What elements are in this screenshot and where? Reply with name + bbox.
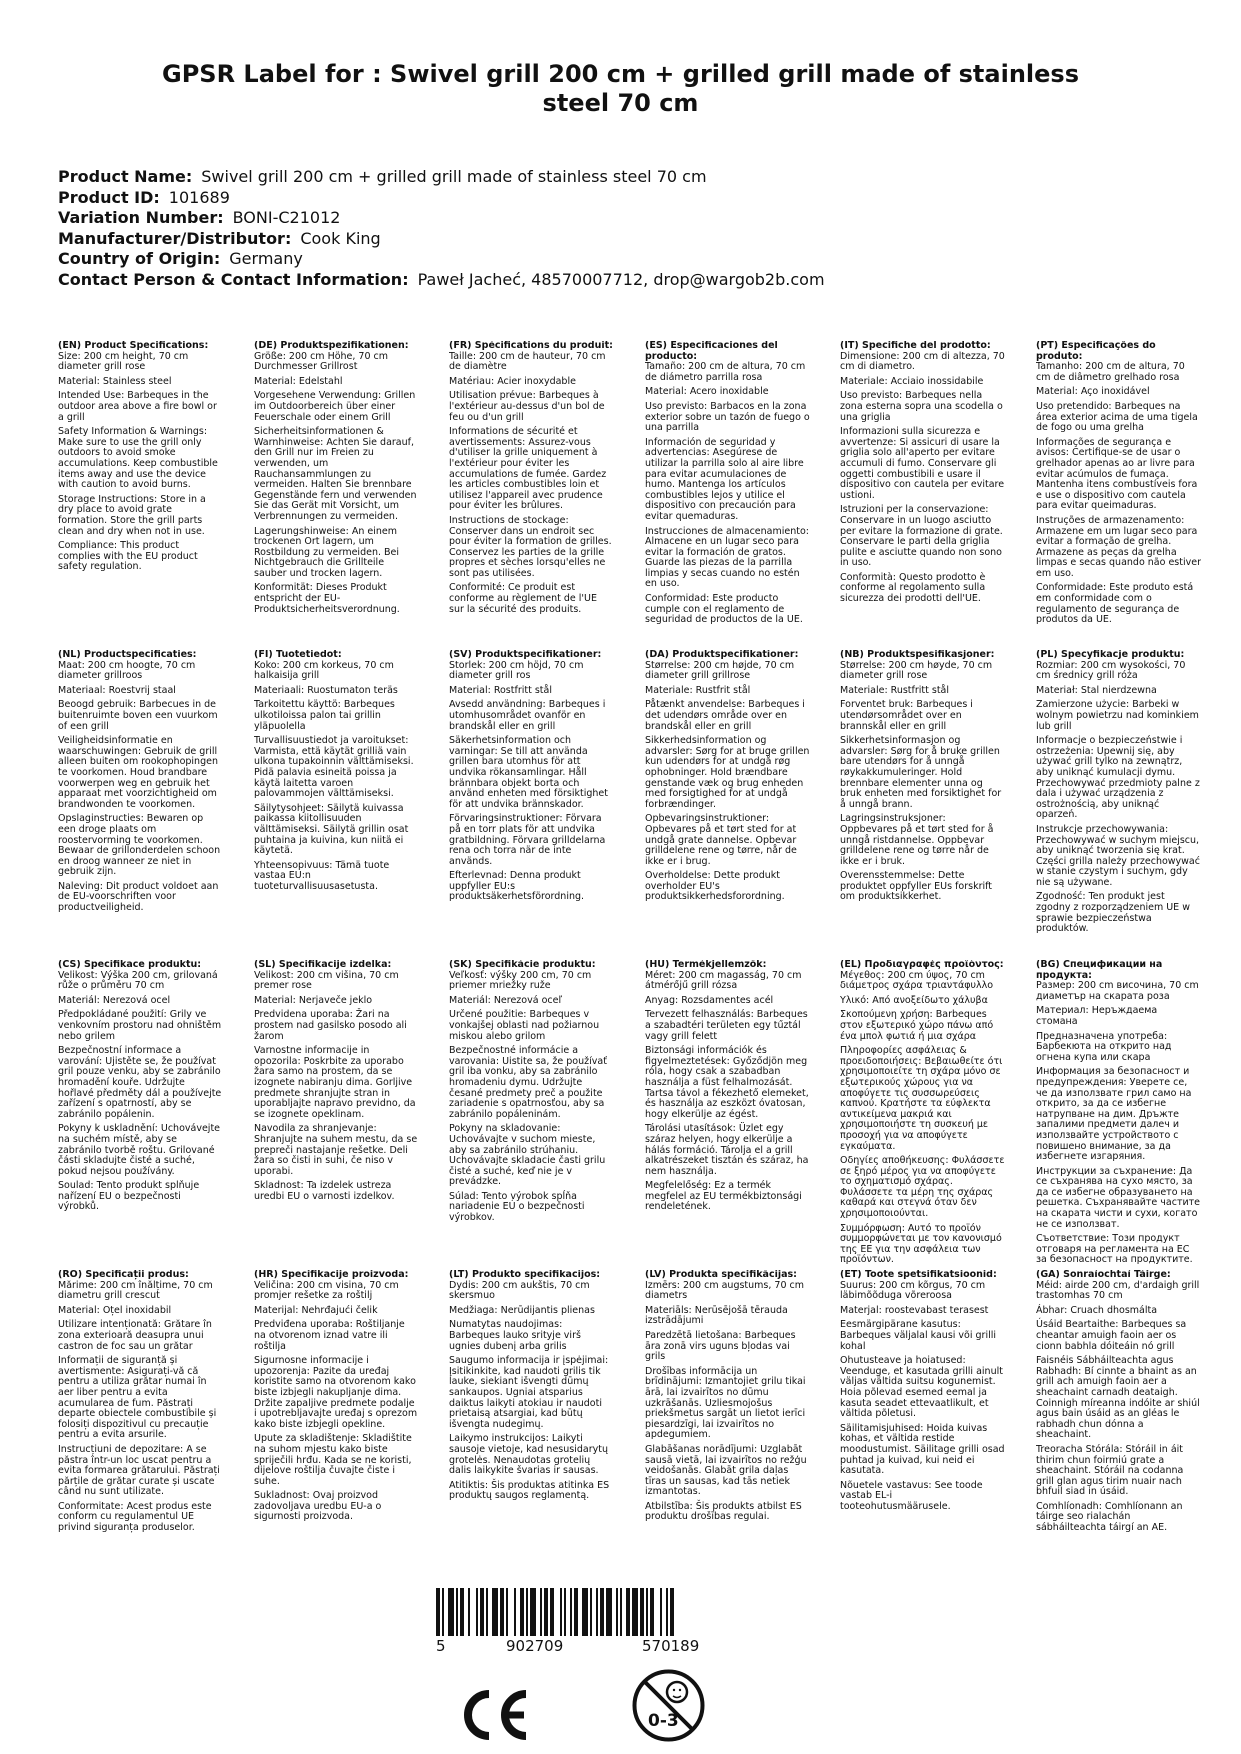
barcode-bar: [646, 1588, 648, 1636]
spec-paragraph: Avsedd användning: Barbeques i utomhusområdet ovanför en brandskål eller en grill: [449, 699, 606, 732]
spec-paragraph: Varnostne informacije in opozorila: Poskrbite za uporabo žara samo na prostem, da se izognete nabiranju dima. Gorljive predmete shranjujte stran in uporabljajte napravo previdno, da se izognete opeklinam.: [254, 1045, 416, 1120]
spec-header: (NB) Produktspesifikasjoner:: [840, 650, 995, 660]
spec-paragraph: Instrucciones de almacenamiento: Almacene en un lugar seco para evitar la formación de gratos. Guarde las piezas de la parrilla limpias y secas cuando no estén en uso.: [645, 525, 809, 590]
spec-paragraph: Koko: 200 cm korkeus, 70 cm halkaisija grill: [254, 659, 394, 682]
barcode-bar: [616, 1588, 618, 1636]
info-value: Swivel grill 200 cm + grilled grill made of stainless steel 70 cm: [201, 167, 707, 186]
spec-paragraph: Материал: Неръждаема стомана: [1036, 1005, 1158, 1027]
spec-paragraph: Predvidena uporaba: Žari na prostem nad gasilsko posodo ali žarom: [254, 1009, 407, 1042]
spec-paragraph: Material: Rostfritt stål: [449, 684, 552, 696]
barcode-bar: [456, 1588, 458, 1636]
spec-paragraph: Opslaginstructies: Bewaren op een droge plaats om roostervorming te voorkomen. Bewaar de grillonderdelen schoon en droog wanneer ze niet in gebruik zijn.: [58, 813, 221, 878]
spec-block: [840, 650, 1005, 907]
spec-paragraph: Informazioni sulla sicurezza e avvertenze: Si assicuri di usare la griglia solo all'aperto per evitare accumuli di fumo. Conservare gli oggetti combustibili e usare il dispositivo con cautela per evitare ustioni.: [840, 426, 1005, 501]
barcode-bar: [574, 1588, 578, 1636]
spec-paragraph: Izmērs: 200 cm augstums, 70 cm diametrs: [645, 1279, 805, 1302]
spec-paragraph: Conformité: Ce produit est conforme au règlement de l'UE sur la sécurité des produits.: [449, 582, 597, 615]
spec-paragraph: Material: Edelstahl: [254, 375, 343, 387]
spec-paragraph: Drošības informācija un brīdinājumi: Izmantojiet grilu tikai ārā, lai izvairītos no dūmu uzkrāšanās. Uzliesmojošus priekšmetus sargāt un lietot ierīci piesardzīgi, lai izvairītos no apdegumiem.: [645, 1365, 806, 1441]
spec-header: (NL) Productspecificaties:: [58, 650, 197, 660]
barcode-bar: [670, 1588, 674, 1636]
spec-paragraph: Bezpečnostní informace a varování: Ujistěte se, že používat gril pouze venku, aby se zabránilo hromadění kouře. Udržujte hořlavé předměty dál a používejte zařízení s opatrností, aby se zabránilo popálenin.: [58, 1045, 222, 1120]
spec-paragraph: Storage Instructions: Store in a dry place to avoid grate formation. Store the grill parts clean and dry when not in use.: [58, 493, 206, 537]
spec-paragraph: Soulad: Tento produkt splňuje nařízení EU o bezpečnosti výrobků.: [58, 1180, 200, 1213]
spec-header: (SK) Špecifikácie produktu:: [449, 960, 596, 970]
spec-paragraph: Opbevaringsinstruktioner: Opbevares på et tørt sted for at undgå grate dannelse. Opbevar grilldelene rene og tørre, når de ikke er i brug.: [645, 813, 797, 867]
spec-block: [645, 960, 810, 1217]
barcode-bar: [626, 1588, 630, 1636]
age-label: 0-3: [648, 1711, 679, 1731]
spec-paragraph: Materiaali: Ruostumaton teräs: [254, 684, 398, 696]
spec-paragraph: Tarkoitettu käyttö: Barbeques ulkotiloissa palon tai grillin yläpuolella: [254, 699, 395, 732]
spec-block: [840, 341, 1005, 609]
spec-paragraph: Materiale: Rustfrit stål: [645, 684, 751, 696]
barcode-bar: [582, 1588, 588, 1636]
spec-paragraph: Säkerhetsinformation och varningar: Se till att använda grillen bara utomhus för att undvika rökansamlingar. Håll brännbara objekt borta och använd enheten med försiktighet för att undvika brännskador.: [449, 735, 608, 810]
barcode-group-2: 570189: [642, 1637, 700, 1655]
barcode: [436, 1588, 739, 1636]
spec-paragraph: Naleving: Dit product voldoet aan de EU-voorschriften voor productveiligheid.: [58, 880, 219, 914]
spec-paragraph: Materjal: roostevabast terasest: [840, 1304, 989, 1316]
spec-block: [58, 1270, 223, 1538]
spec-block: [58, 960, 223, 1217]
spec-header: (CS) Specifikace produktu:: [58, 960, 202, 970]
spec-paragraph: Veiligheidsinformatie en waarschuwingen: Gebruik de grill alleen buiten om rookophopingen te voorkomen. Houd brandbare voorwerpen weg en gebruik het apparaat met voorzichtigheid om brandwonden te voorkomen.: [58, 735, 218, 810]
spec-paragraph: Σκοπούμενη χρήση: Barbeques στον εξωτερικό χώρο πάνω από ένα μπολ φωτιά ή μια σχάρα: [840, 1009, 994, 1042]
spec-header: (RO) Specificații produs:: [58, 1270, 189, 1280]
spec-paragraph: Съответствие: Този продукт отговаря на регламента на ЕС за безопасност на продуктите.: [1036, 1233, 1193, 1266]
spec-block: [1036, 341, 1201, 630]
spec-paragraph: Υλικό: Από ανοξείδωτο χάλυβα: [840, 994, 988, 1006]
barcode-bar: [666, 1588, 668, 1636]
spec-paragraph: Materiaal: Roestvrij staal: [58, 684, 176, 696]
spec-paragraph: Konformität: Dieses Produkt entspricht der EU-Produktsicherheitsverordnung.: [254, 582, 400, 615]
spec-paragraph: Material: Nerjaveče jeklo: [254, 994, 373, 1006]
spec-paragraph: Atitiktis: Šis produktas atitinka ES produktų saugos reglamentą.: [449, 1479, 610, 1502]
spec-paragraph: Pokyny na skladovanie: Uchovávajte v suchom mieste, aby sa zabránilo strúhaniu. Uchovávajte skladacie časti grilu čisté a suché, keď nie je v prevádzke.: [449, 1123, 606, 1188]
spec-paragraph: Úsáid Beartaithe: Barbeques sa cheantar amuigh faoin aer os cionn babhla dóiteáin nó grill: [1036, 1319, 1187, 1352]
spec-header: (BG) Спецификации на продукта:: [1036, 960, 1163, 981]
spec-paragraph: Material: Oțel inoxidabil: [58, 1304, 172, 1316]
contact-row: [58, 270, 1198, 291]
barcode-bar: [530, 1588, 536, 1636]
barcode-bar: [448, 1588, 454, 1636]
spec-paragraph: Lagringsinstruksjoner: Oppbevares på et tørt sted for å unngå ristdannelse. Oppbevar grilldelene rene og tørre når de ikke er i bruk.: [840, 813, 994, 867]
spec-paragraph: Förvaringsinstruktioner: Förvara på en torr plats för att undvika gratbildning. Förvara grilldelarna rena och torra när de inte används.: [449, 813, 606, 867]
spec-block: [449, 341, 614, 619]
spec-paragraph: Bezpečnostné informácie a varovania: Uistite sa, že používať gril iba vonku, aby sa zabránilo hromadeniu dymu. Udržujte česané predmety preč a použite zariadenie s opatrnosťou, aby sa zabránilo popáleninám.: [449, 1045, 607, 1120]
spec-paragraph: Overholdelse: Dette produkt overholder EU's produktsikkerhedsforordning.: [645, 870, 785, 903]
spec-paragraph: Forventet bruk: Barbeques i utendørsområdet over en brannskål eller en grill: [840, 699, 973, 732]
spec-paragraph: Material: Aço inoxidável: [1036, 386, 1150, 398]
spec-paragraph: Utilisation prévue: Barbeques à l'extérieur au-dessus d'un bol de feu ou d'un grill: [449, 390, 605, 423]
spec-paragraph: Συμμόρφωση: Αυτό το προϊόν συμμορφώνεται με τον κανονισμό της ΕΕ για την ασφάλεια των προϊόντων.: [840, 1222, 1002, 1266]
spec-paragraph: Sikkerhetsinformasjon og advarsler: Sørg for å bruke grillen bare utendørs for å unngå røykakkumuleringer. Hold brennbare elementer unna og bruk enheten med forsiktighet for å unngå brann.: [840, 735, 1002, 810]
spec-paragraph: Beoogd gebruik: Barbecues in de buitenruimte boven een vuurkom of een grill: [58, 699, 218, 732]
spec-header: (PT) Especificações do produto:: [1036, 341, 1156, 362]
spec-block: [254, 960, 419, 1206]
spec-paragraph: Safety Information & Warnings: Make sure to use the grill only outdoors to avoid smoke accumulations. Keep combustible items away and use the device with caution to avoid burns.: [58, 426, 218, 491]
spec-paragraph: Πληροφορίες ασφάλειας & προειδοποιήσεις: Βεβαιωθείτε ότι χρησιμοποιείτε τη σχάρα μόνο σε εξωτερικούς χώρους για να αποφύγετε τις συσσωρεύσεις καπνού. Κρατήστε τα εύφλεκτα αντικείμενα μακριά και χρησιμοποιήστε τη συσκευή με προσοχή για να αποφύγετε εγκαύματα.: [840, 1045, 1003, 1152]
spec-block: [645, 341, 810, 630]
spec-paragraph: Súlad: Tento výrobok spĺňa nariadenie EÚ o bezpečnosti výrobkov.: [449, 1190, 585, 1224]
barcode-bar: [506, 1588, 508, 1636]
barcode-bar: [492, 1588, 498, 1636]
spec-paragraph: Instrukcje przechowywania: Przechowywać w suchym miejscu, aby uniknąć tworzenia się krat. Części grilla należy przechowywać w stanie czystym i suchym, gdy nie są używane.: [1036, 823, 1200, 888]
spec-paragraph: Materijal: Nehrđajući čelik: [254, 1304, 378, 1316]
barcode-bar: [590, 1588, 592, 1636]
spec-paragraph: Conformidade: Este produto está em conformidade com o regulamento de segurança de produtos da UE.: [1036, 582, 1194, 626]
spec-block: [645, 1270, 810, 1527]
barcode-bar: [486, 1588, 488, 1636]
spec-paragraph: Инструкции за съхранение: Да се съхранява на сухо място, за да се избегне образуването на решетка. Съхранявайте частите на скарата чисти и сухи, когато не се използват.: [1036, 1165, 1201, 1230]
barcode-bar: [544, 1588, 548, 1636]
info-value: Cook King: [300, 228, 381, 248]
info-label: Product ID:: [58, 187, 160, 207]
manufacturer-row: [58, 229, 1198, 250]
spec-paragraph: Instruções de armazenamento: Armazene em um lugar seco para evitar a formação de grelha. Armazene as peças da grelha limpas e secas quando não estiver em uso.: [1036, 514, 1201, 579]
spec-paragraph: Materiał: Stal nierdzewna: [1036, 684, 1157, 696]
info-value: 101689: [168, 187, 230, 207]
spec-paragraph: Istruzioni per la conservazione: Conservare in un luogo asciutto per evitare la formazione di grate. Conservare le parti della griglia pulite e asciutte quando non sono in uso.: [840, 504, 1003, 569]
spec-paragraph: Materiál: Nerezová ocel: [58, 994, 171, 1006]
spec-paragraph: Størrelse: 200 cm høyde, 70 cm diameter grill rose: [840, 659, 993, 682]
spec-header: (IT) Specifiche del prodotto:: [840, 341, 991, 351]
spec-paragraph: Größe: 200 cm Höhe, 70 cm Durchmesser Grillrost: [254, 350, 389, 373]
spec-paragraph: Turvallisuustiedot ja varoitukset: Varmista, että käytät grilliä vain ulkona tupakoinnin välttämiseksi. Pidä palavia esineitä poissa ja käytä laitetta varoen palovammojen välttämiseksi.: [254, 735, 414, 800]
spec-block: [449, 1270, 614, 1506]
spec-paragraph: Zgodność: Ten produkt jest zgodny z rozporządzeniem UE w sprawie bezpieczeństwa produktów.: [1036, 891, 1190, 935]
barcode-bar: [660, 1588, 662, 1636]
spec-paragraph: Taille: 200 cm de hauteur, 70 cm de diamètre: [449, 350, 606, 373]
barcode-bar: [600, 1588, 604, 1636]
country-row: [58, 249, 1198, 270]
barcode-bar: [442, 1588, 444, 1636]
spec-paragraph: Tárolási utasítások: Üzlet egy száraz helyen, hogy elkerülje a hálás formáció. Tárolja el a grill alkatrészeket tisztán és száraz, ha nem használja.: [645, 1123, 809, 1177]
spec-paragraph: Rozmiar: 200 cm wysokości, 70 cm średnicy grill róża: [1036, 659, 1186, 682]
spec-paragraph: Størrelse: 200 cm højde, 70 cm diameter grill grillrose: [645, 659, 795, 682]
spec-paragraph: Información de seguridad y advertencias: Asegúrese de utilizar la parrilla solo al aire libre para evitar acumulaciones de humo. Mantenga los artículos combustibles lejos y utilice el dispositivo con precaución para evitar quemaduras.: [645, 436, 804, 522]
spec-paragraph: Medžiaga: Nerūdijantis plienas: [449, 1304, 595, 1316]
spec-paragraph: Информация за безопасност и предупреждения: Уверете се, че да използвате грил само на открито, за да се избегне натрупване на дим. Дръжте запалими предмети далеч и използвайте устройството с повишено внимание, за да избегнете изгаряния.: [1036, 1066, 1192, 1163]
info-label: Contact Person & Contact Information:: [58, 269, 409, 289]
spec-paragraph: Anyag: Rozsdamentes acél: [645, 994, 774, 1006]
spec-paragraph: Size: 200 cm height, 70 cm diameter grill rose: [58, 350, 189, 373]
spec-header: (LV) Produkta specifikācijas:: [645, 1270, 797, 1280]
spec-paragraph: Saugumo informacija ir įspėjimai: Įsitikinkite, kad naudoti grilis tik lauke, siekiant išvengti dūmų sankaupos. Ugniai atsparius daiktus laikyti atokiau ir naudoti prietaisą atsargiai, kad būtų išvengta nudegimų.: [449, 1355, 609, 1430]
spec-paragraph: Yhteensopivuus: Tämä tuote vastaa EU:n tuoteturvallisuusasetusta.: [254, 859, 390, 892]
barcode-bar: [526, 1588, 528, 1636]
spec-paragraph: Materiāls: Nerūsējošā tērauda izstrādājumi: [645, 1304, 788, 1327]
spec-header: (FR) Spécifications du produit:: [449, 341, 613, 351]
spec-paragraph: Méid: airde 200 cm, d'ardaigh grill trastomhas 70 cm: [1036, 1279, 1200, 1302]
barcode-bar: [632, 1588, 638, 1636]
spec-paragraph: Predviđena uporaba: Roštiljanje na otvorenom iznad vatre ili roštilja: [254, 1319, 405, 1352]
spec-header: (GA) Sonraíochtaí Táirge:: [1036, 1270, 1171, 1280]
spec-paragraph: Upute za skladištenje: Skladištite na suhom mjestu kako biste spriječili hrđu. Kada se ne koristi, dijelove roštilja čuvajte čiste i suhe.: [254, 1433, 412, 1487]
info-value: BONI-C21012: [232, 208, 341, 227]
spec-paragraph: Méret: 200 cm magasság, 70 cm átmérőjű grill rózsa: [645, 969, 802, 992]
spec-header: (HU) Termékjellemzők:: [645, 960, 767, 970]
spec-paragraph: Megfelelőség: Ez a termék megfelel az EU termékbiztonsági rendeletének.: [645, 1180, 802, 1213]
spec-paragraph: Informations de sécurité et avertissements: Assurez-vous d'utiliser la grille uniquement à l'extérieur pour éviter les accumulations de fumée. Gardez les articles combustibles loin et utilisez l'appareil avec prudence pour éviter les brûlures.: [449, 426, 607, 512]
spec-block: [1036, 1270, 1201, 1538]
spec-paragraph: Materiale: Acciaio inossidabile: [840, 375, 984, 387]
spec-paragraph: Navodila za shranjevanje: Shranjujte na suhem mestu, da se prepreči nastajanje rešetke. Deli žara so čisti in suhi, če niso v uporabi.: [254, 1123, 418, 1177]
spec-header: (ET) Toote spetsifikatsioonid:: [840, 1270, 997, 1280]
spec-block: [449, 650, 614, 907]
spec-paragraph: Tamaño: 200 cm de altura, 70 cm de diámetro parrilla rosa: [645, 361, 806, 383]
spec-paragraph: Instrucțiuni de depozitare: A se păstra într-un loc uscat pentru a evita formarea grătarului. Păstrați părțile de grătar curate și uscate când nu sunt utilizate.: [58, 1443, 220, 1498]
spec-paragraph: Säilitamisjuhised: Hoida kuivas kohas, et vältida restide moodustumist. Säilitage grilli osad puhtad ja kuivad, kui neid ei kasutata.: [840, 1422, 1005, 1477]
spec-paragraph: Compliance: This product complies with the EU product safety regulation.: [58, 540, 198, 573]
spec-paragraph: Μέγεθος: 200 cm ύψος, 70 cm διάμετρος σχάρα τριαντάφυλλο: [840, 969, 994, 992]
product-id-row: [58, 188, 1198, 209]
spec-paragraph: Maat: 200 cm hoogte, 70 cm diameter grillroos: [58, 659, 196, 682]
variation-number-row: [58, 208, 1198, 229]
spec-paragraph: Sikkerhedsinformation og advarsler: Sørg for at bruge grillen kun udendørs for at undgå røg ophobninger. Hold brændbare genstande væk og brug enheden med forsigtighed for at undgå forbrændinger.: [645, 735, 810, 810]
spec-paragraph: Säilytysohjeet: Säilytä kuivassa paikassa kiitollisuuden välttämiseksi. Säilytä grillin osat puhtaina ja kuivina, kun niitä ei käytetä.: [254, 802, 409, 857]
spec-paragraph: Tervezett felhasználás: Barbeques a szabadtéri területen egy tűztál vagy grill felett: [645, 1009, 808, 1042]
spec-block: [1036, 650, 1201, 939]
barcode-bar: [570, 1588, 572, 1636]
spec-block: [645, 650, 810, 907]
not-for-children-0-3-icon: [631, 1668, 706, 1743]
spec-header: (DE) Produktspezifikationen:: [254, 341, 409, 351]
barcode-bar: [436, 1588, 440, 1636]
spec-header: (EN) Product Specifications:: [58, 341, 209, 351]
spec-paragraph: Veľkosť: výšky 200 cm, 70 cm priemer mriežky ruže: [449, 969, 592, 992]
spec-paragraph: Dydis: 200 cm aukštis, 70 cm skersmuo: [449, 1279, 590, 1302]
spec-paragraph: Informações de segurança e avisos: Certifique-se de usar o grelhador apenas ao ar livre para evitar acúmulos de fumaça. Mantenha itens combustíveis fora e use o dispositivo com cautela para evitar queimaduras.: [1036, 436, 1198, 512]
spec-header: (EL) Προδιαγραφές προϊόντος:: [840, 960, 1004, 970]
barcode-bar: [476, 1588, 478, 1636]
spec-paragraph: Storlek: 200 cm höjd, 70 cm diameter grill ros: [449, 659, 584, 682]
spec-paragraph: Conformitate: Acest produs este conform cu regulamentul UE privind siguranța produselor.: [58, 1500, 212, 1534]
spec-paragraph: Påtænkt anvendelse: Barbeques i det udendørs område over en brandskål eller en grill: [645, 699, 805, 732]
spec-paragraph: Tamanho: 200 cm de altura, 70 cm de diâmetro grelhado rosa: [1036, 361, 1185, 383]
spec-paragraph: Instructions de stockage: Conserver dans un endroit sec pour éviter la formation de grilles. Conservez les parties de la grille propres et sèches lorsqu'elles ne sont pas utilisées.: [449, 514, 612, 579]
barcode-bar: [550, 1588, 554, 1636]
spec-paragraph: Uso previsto: Barbacos en la zona exterior sobre un tazón de fuego o una parrilla: [645, 400, 810, 434]
spec-block: [58, 650, 223, 918]
spec-header: (SL) Specifikacije izdelka:: [254, 960, 392, 970]
barcode-bar: [540, 1588, 542, 1636]
spec-block: [840, 1270, 1005, 1516]
spec-paragraph: Faisnéis Sábháilteachta agus Rabhadh: Bí cinnte a bhaint as an grill ach amuigh faoin aer a sheachaint carnadh deataigh. Coinnigh míreanna indóite ar shiúl agus bain úsáid as an gléas le rabhadh chun dónna a sheachaint.: [1036, 1355, 1200, 1441]
spec-block: [254, 650, 419, 896]
spec-paragraph: Určené použitie: Barbeques v vonkajšej oblasti nad požiarnou miskou alebo grilom: [449, 1009, 600, 1042]
info-label: Country of Origin:: [58, 249, 221, 268]
page-title: GPSR Label for : Swivel grill 200 cm + grilled grill made of stainless steel 70 cm: [162, 60, 1079, 117]
spec-paragraph: Biztonsági információk és figyelmeztetések: Győződjön meg róla, hogy csak a szabadban használja a füst felhalmozását. Tartsa távol a fékezhető elemeket, és használja az eszközt óvatosan, hogy elkerülje az égést.: [645, 1045, 809, 1120]
spec-paragraph: Conformità: Questo prodotto è conforme al regolamento sulla sicurezza dei prodotti dell'UE.: [840, 571, 986, 605]
barcode-bar: [640, 1588, 644, 1636]
spec-paragraph: Nõuetele vastavus: See toode vastab EL-i tooteohutusmäärusele.: [840, 1479, 983, 1512]
info-label: Manufacturer/Distributor:: [58, 228, 292, 248]
spec-header: (DA) Produktspecifikationer:: [645, 650, 799, 660]
spec-paragraph: Vorgesehene Verwendung: Grillen im Outdoorbereich über einer Feuerschale oder einem Grill: [254, 390, 416, 423]
spec-paragraph: Comhlíonadh: Comhlíonann an táirge seo rialachán sábháilteachta táirgí an AE.: [1036, 1500, 1183, 1534]
spec-paragraph: Matériau: Acier inoxydable: [449, 375, 576, 387]
spec-paragraph: Ohutusteave ja hoiatused: Veenduge, et kasutada grilli ainult väljas vältida suitsu kogunemist. Hoia põlevad esemed eemal ja kasuta seadet ettevaatlikult, et vältida põletusi.: [840, 1355, 1003, 1420]
spec-paragraph: Eesmärgipärane kasutus: Barbeques väljalal kausi või grilli kohal: [840, 1319, 997, 1352]
info-value: Germany: [229, 249, 303, 268]
spec-header: (SV) Produktspecifikationer:: [449, 650, 602, 660]
spec-paragraph: Materiale: Rustfritt stål: [840, 684, 950, 696]
barcode-bar: [650, 1588, 654, 1636]
spec-paragraph: Material: Acero inoxidable: [645, 386, 769, 398]
barcode-bar: [606, 1588, 612, 1636]
spec-paragraph: Materiál: Nerezová oceľ: [449, 994, 563, 1006]
spec-block: [840, 960, 1005, 1270]
spec-paragraph: Размер: 200 cm височина, 70 cm диаметър на скарата роза: [1036, 980, 1199, 1002]
product-info: [58, 167, 1198, 290]
spec-header: (HR) Specifikacije proizvoda:: [254, 1270, 409, 1280]
spec-paragraph: Informații de siguranță și avertismente: Asigurați-vă că pentru a utiliza grătar numai în aer liber pentru a evita acumularea de fum. Păstrați departe obiectele combustibile și folosiți dispozitivul cu precauție pentru a evita arsurile.: [58, 1355, 217, 1441]
spec-paragraph: Οδηγίες αποθήκευσης: Φυλάσσετε σε ξηρό μέρος για να αποφύγετε το σχηματισμό σχάρας. Φυλάσσετε τα μέρη της σχάρας καθαρά και στεγνά όταν δεν χρησιμοποιούνται.: [840, 1155, 1005, 1220]
spec-paragraph: Sigurnosne informacije i upozorenja: Pazite da uređaj koristite samo na otvorenom kako biste izbjegli nakupljanje dima. Držite zapaljive predmete podalje i upotrebljavajte uređaj s oprezom kako biste izbjegli opekline.: [254, 1355, 418, 1430]
spec-paragraph: Mărime: 200 cm înălțime, 70 cm diametru grill crescut: [58, 1279, 213, 1302]
spec-header: (FI) Tuotetiedot:: [254, 650, 342, 660]
spec-block: [254, 341, 419, 619]
spec-paragraph: Pokyny k uskladnění: Uchovávejte na suchém místě, aby se zabránilo tvorbě roštu. Grilované části skladujte čisté a suché, pokud nejsou používány.: [58, 1123, 221, 1177]
barcode-bar: [560, 1588, 562, 1636]
spec-paragraph: Sicherheitsinformationen & Warnhinweise: Achten Sie darauf, den Grill nur im Freien zu verwenden, um Rauchansammlungen zu vermeiden. Halten Sie brennbare Gegenstände fern und verwenden Sie das Gerät mit Vorsicht, um Verbrennungen zu vermeiden.: [254, 426, 417, 522]
spec-paragraph: Informacje o bezpieczeństwie i ostrzeżenia: Upewnij się, aby używać grill tylko na zewnątrz, aby uniknąć kumulacji dymu. Przechowywać przedmioty palne z dala i używać urządzenia z ostrożnością, aby uniknąć oparzeń.: [1036, 735, 1200, 821]
barcode-bar: [514, 1588, 516, 1636]
spec-paragraph: Veličina: 200 cm visina, 70 cm promjer rešetke za roštilj: [254, 1279, 399, 1302]
spec-paragraph: Předpokládané použití: Grily ve venkovním prostoru nad ohništěm nebo grilem: [58, 1009, 222, 1042]
spec-paragraph: Zamierzone użycie: Barbeki w wolnym powietrzu nad kominkiem lub grill: [1036, 699, 1199, 732]
spec-paragraph: Velikost: Výška 200 cm, grilovaná růže o průměru 70 cm: [58, 969, 218, 992]
spec-paragraph: Lagerungshinweise: An einem trockenen Ort lagern, um Rostbildung zu vermeiden. Bei Nichtgebrauch die Grillteile sauber und trocken lagern.: [254, 525, 400, 579]
spec-paragraph: Ábhar: Cruach dhosmálta: [1036, 1304, 1158, 1316]
barcode-bar: [596, 1588, 598, 1636]
spec-header: (PL) Specyfikacje produktu:: [1036, 650, 1185, 660]
barcode-bar: [460, 1588, 464, 1636]
barcode-lead-digit: 5: [436, 1637, 446, 1655]
spec-paragraph: Glabāšanas norādījumi: Uzglabāt sausā vietā, lai izvairītos no režģu veidošanās. Glabāt grila daļas tīras un sausas, kad tās netiek izmantotas.: [645, 1443, 807, 1498]
spec-paragraph: Intended Use: Barbeques in the outdoor area above a fire bowl or a grill: [58, 390, 217, 423]
barcode-bar: [468, 1588, 470, 1636]
spec-paragraph: Sukladnost: Ovaj proizvod zadovoljava uredbu EU-a o sigurnosti proizvoda.: [254, 1490, 382, 1523]
barcode-bar: [564, 1588, 566, 1636]
spec-paragraph: Dimensione: 200 cm di altezza, 70 cm di diametro.: [840, 350, 1005, 373]
info-label: Variation Number:: [58, 208, 224, 227]
spec-paragraph: Efterlevnad: Denna produkt uppfyller EU:s produktsäkerhetsförordning.: [449, 870, 585, 903]
spec-header: (ES) Especificaciones del producto:: [645, 341, 778, 362]
spec-block: [449, 960, 614, 1228]
barcode-bar: [480, 1588, 484, 1636]
spec-paragraph: Uso pretendido: Barbeques na área exterior acima de uma tigela de fogo ou uma grelha: [1036, 400, 1198, 434]
barcode-bar: [620, 1588, 622, 1636]
spec-paragraph: Suurus: 200 cm kõrgus, 70 cm läbimõõduga võreroosa: [840, 1279, 986, 1302]
spec-block: [1036, 960, 1201, 1270]
spec-paragraph: Skladnost: Ta izdelek ustreza uredbi EU o varnosti izdelkov.: [254, 1180, 395, 1202]
barcode-bar: [520, 1588, 524, 1636]
ce-mark-icon: [455, 1688, 530, 1742]
spec-paragraph: Laikymo instrukcijos: Laikyti sausoje vietoje, kad nesusidarytų grotelės. Nenaudotas grotelių dalis laikykite švarias ir sausas.: [449, 1433, 608, 1477]
spec-block: [58, 341, 223, 577]
info-value: Paweł Jacheć, 48570007712, drop@wargob2b.com: [417, 269, 825, 289]
spec-paragraph: Velikost: 200 cm višina, 70 cm premer rose: [254, 969, 399, 992]
spec-paragraph: Atbilstība: Šis produkts atbilst ES produktu drošības regulai.: [645, 1500, 802, 1523]
spec-paragraph: Uso previsto: Barbeques nella zona esterna sopra una scodella o una griglia: [840, 390, 1003, 423]
spec-block: [254, 1270, 419, 1527]
spec-header: (LT) Produkto specifikacijos:: [449, 1270, 601, 1280]
barcode-group-1: 902709: [506, 1637, 564, 1655]
spec-paragraph: Conformidad: Este producto cumple con el reglamento de seguridad de productos de la UE.: [645, 593, 803, 626]
spec-paragraph: Overensstemmelse: Dette produktet oppfyller EUs forskrift om produktsikkerhet.: [840, 870, 993, 903]
product-name-row: [58, 167, 1198, 188]
spec-paragraph: Material: Stainless steel: [58, 375, 172, 387]
spec-paragraph: Utilizare intenționată: Grătare în zona exterioară deasupra unui castron de foc sau un grătar: [58, 1319, 212, 1352]
barcode-bar: [500, 1588, 504, 1636]
spec-paragraph: Paredzētā lietošana: Barbeques āra zonā virs uguns bļodas vai grils: [645, 1329, 796, 1363]
spec-paragraph: Numatytas naudojimas: Barbeques lauko srityje virš ugnies dubenį arba grilis: [449, 1319, 581, 1352]
spec-paragraph: Treoracha Stórála: Stóráil in áit thirim chun foirmiú grate a sheachaint. Stóráil na codanna grill glan agus tirim nuair nach bhfuil siad in úsáid.: [1036, 1443, 1184, 1498]
spec-paragraph: Предназначена употреба: Барбекюта на открито над огнена купа или скара: [1036, 1030, 1172, 1063]
info-label: Product Name:: [58, 167, 193, 186]
